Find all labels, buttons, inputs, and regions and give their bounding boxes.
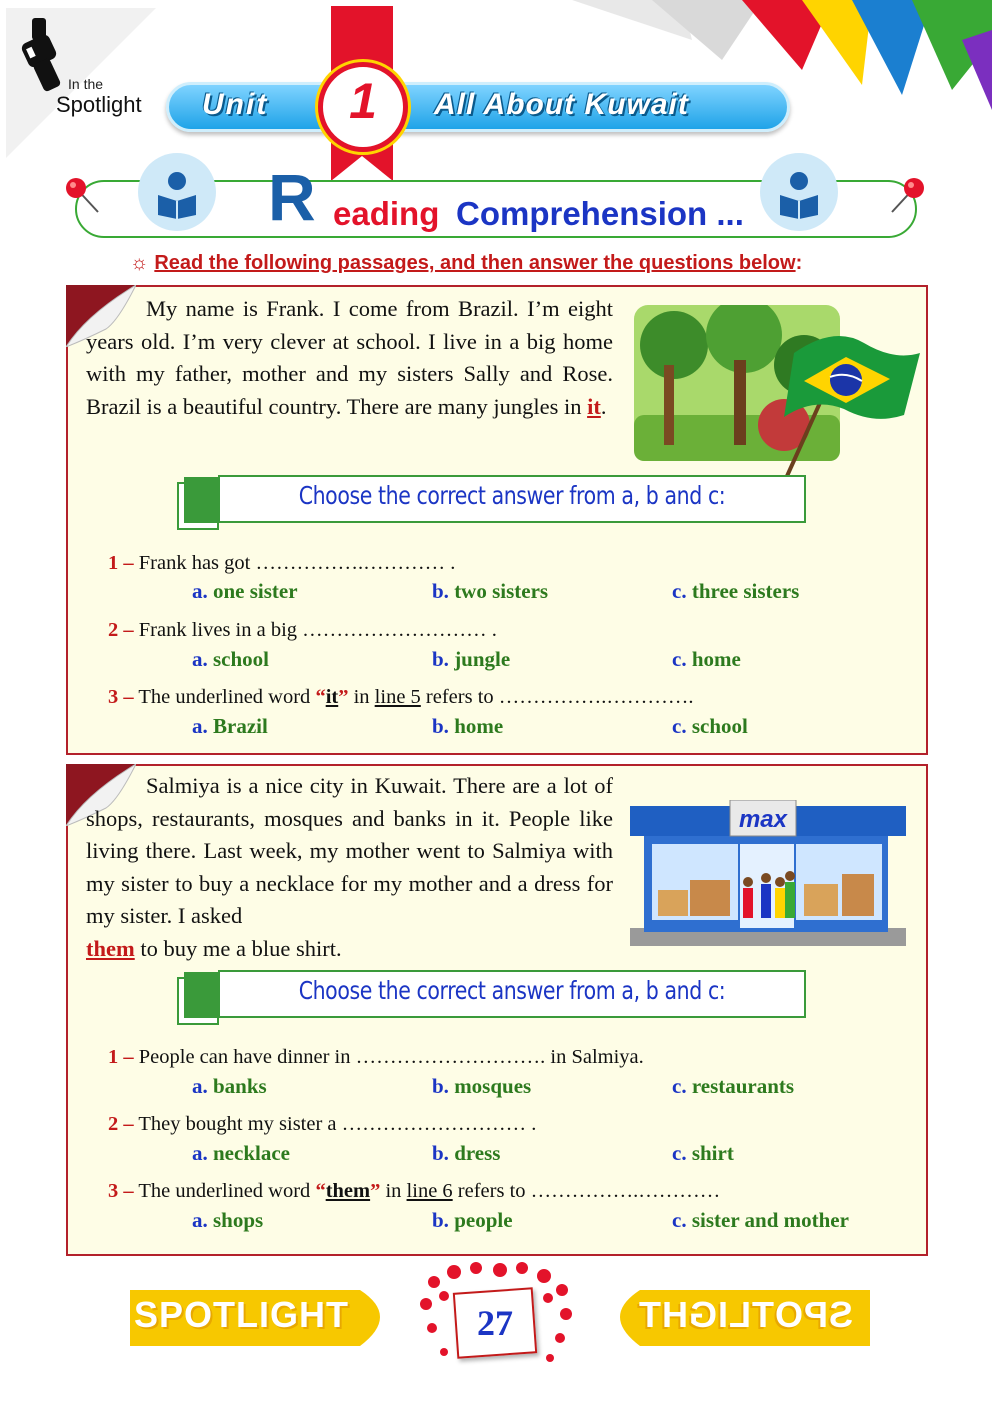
pushpin-icon [64, 176, 108, 220]
reader-icon-left [138, 153, 216, 231]
choose-instruction-1 [176, 475, 806, 525]
passage-2-text: Salmiya is a nice city in Kuwait. There are a lot of shops, restaurants, mosques and banks in it. People like living there. Last week, my mother went to Salmiya with my sister to buy a necklace for my mother and a dress for my sister. I asked them to buy me a blue shirt. [86, 773, 613, 961]
section-title-reading: eading [333, 195, 440, 232]
footer-right-banner [600, 1280, 870, 1352]
option-c[interactable]: c. shirt [672, 1141, 734, 1165]
page-number: 27 [477, 1303, 513, 1343]
option-b[interactable]: b. people [432, 1208, 513, 1232]
choose-label: Choose the correct answer from a, b and c: [298, 481, 726, 510]
shop-storefront-picture [630, 800, 906, 946]
question-2-2: 2 – They bought my sister a ……………………… . [108, 1113, 537, 1135]
pushpin-icon [882, 176, 926, 220]
option-a[interactable]: a. one sister [192, 579, 298, 603]
option-c[interactable]: c. three sisters [672, 579, 800, 603]
unit-number: 1 [349, 73, 377, 129]
option-a[interactable]: a. Brazil [192, 714, 268, 738]
microphone-icon [18, 18, 68, 94]
question-1-2: 2 – Frank lives in a big ……………………… . [108, 619, 497, 641]
instruction-colon: : [795, 252, 803, 274]
option-c[interactable]: c. school [672, 714, 748, 738]
sun-icon: ☼ [130, 252, 149, 274]
reading-person-icon [760, 153, 838, 231]
option-a[interactable]: a. shops [192, 1208, 264, 1232]
option-b[interactable]: b. two sisters [432, 579, 549, 603]
logo-in-the-text: In the [68, 76, 104, 92]
passage-1-text: My name is Frank. I come from Brazil. I’m eight years old. I’m very clever at school. I live in a big home with my father, mother and my sisters Sally and Rose. Brazil is a beautiful country. There are many jungles in it. [86, 296, 613, 419]
section-title-comprehension: Comprehension ... [456, 195, 744, 232]
section-title-initial: R [268, 160, 316, 234]
choose-label: Choose the correct answer from a, b and c: [298, 976, 726, 1005]
shop-sign-text: max [738, 806, 788, 833]
question-1-1: 1 – Frank has got …………….………… . [108, 552, 456, 574]
option-b[interactable]: b. mosques [432, 1074, 532, 1098]
unit-label: Unit [202, 88, 269, 121]
passage-box-2 [66, 764, 928, 1256]
instruction-line [130, 252, 802, 275]
footer-left-banner [130, 1280, 400, 1352]
question-2-3: 3 – The underlined word “them” in line 6 refers to …………….………… [108, 1180, 721, 1202]
footer-right-word: SPOTLIGHT [638, 1294, 853, 1335]
option-a[interactable]: a. banks [192, 1074, 267, 1098]
referent-it: it [587, 393, 601, 419]
option-c[interactable]: c. restaurants [672, 1074, 795, 1098]
question-2-1: 1 – People can have dinner in ………………………. in Salmiya. [108, 1046, 644, 1068]
reader-icon-right [760, 153, 838, 231]
option-b[interactable]: b. dress [432, 1141, 501, 1165]
option-c[interactable]: c. home [672, 647, 741, 671]
spotlight-logo [6, 8, 156, 158]
reading-person-icon [138, 153, 216, 231]
logo-spotlight-text: Spotlight [56, 92, 142, 117]
option-c[interactable]: c. sister and mother [672, 1208, 849, 1232]
option-b[interactable]: b. jungle [432, 647, 511, 671]
instruction-text: Read the following passages, and then answer the questions below [154, 252, 796, 274]
unit-title: All About Kuwait [434, 88, 689, 121]
option-a[interactable]: a. school [192, 647, 270, 671]
question-1-3: 3 – The underlined word “it” in line 5 refers to …………….…………. [108, 686, 694, 708]
footer-left-word: SPOTLIGHT [134, 1294, 349, 1335]
option-a[interactable]: a. necklace [192, 1141, 290, 1165]
option-b[interactable]: b. home [432, 714, 504, 738]
passage-box-1 [66, 285, 928, 755]
referent-them: them [86, 935, 135, 961]
choose-instruction-2 [176, 970, 806, 1020]
